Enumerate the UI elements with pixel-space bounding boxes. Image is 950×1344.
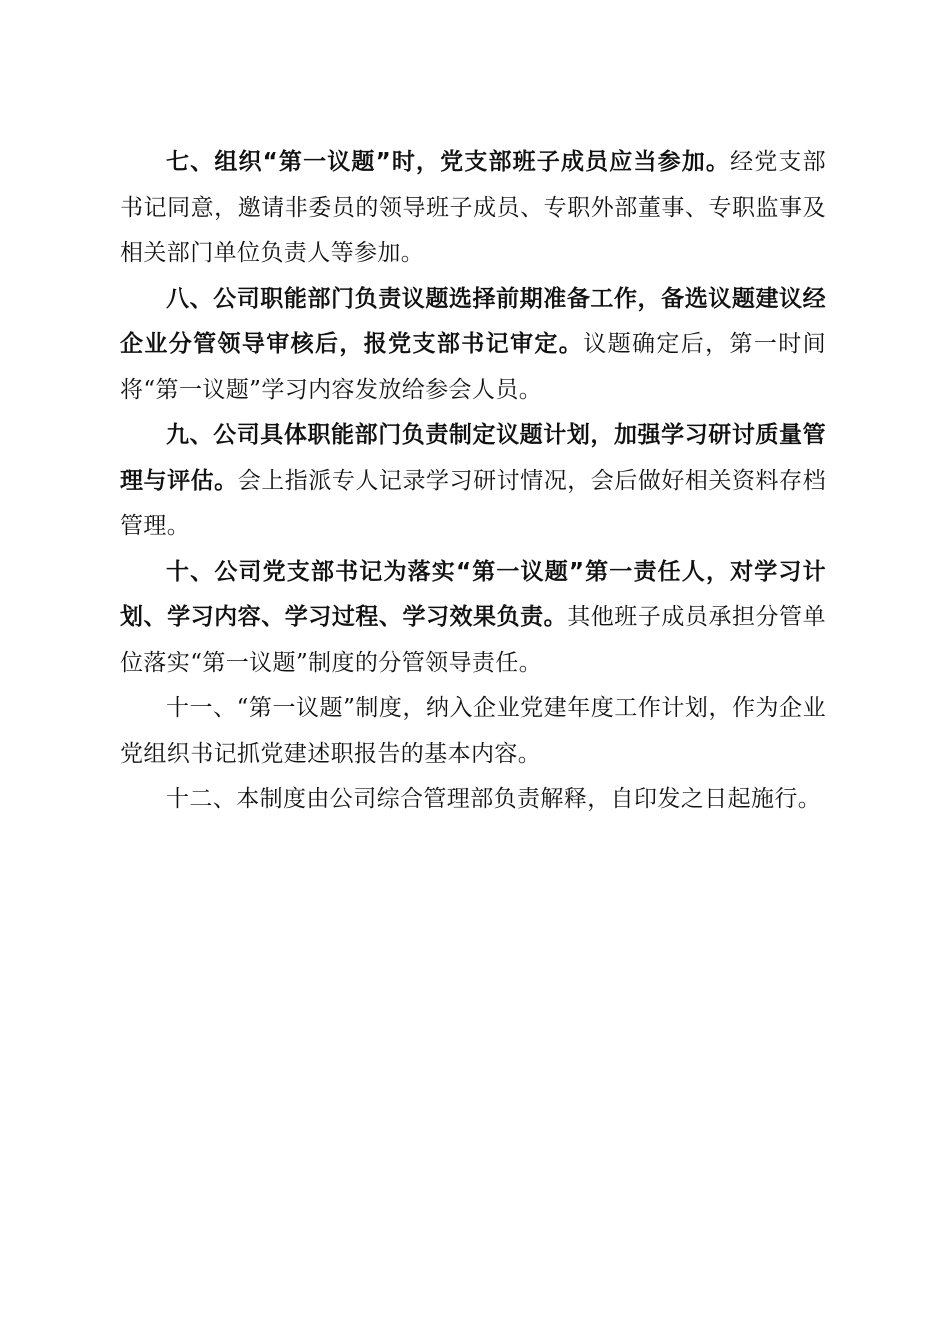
article-12 bbox=[120, 777, 826, 823]
article-12-text: 十二、本制度由公司综合管理部负责解释，自印发之日起施行。 bbox=[166, 786, 822, 812]
article-11 bbox=[120, 686, 826, 777]
article-7-text: 经党支部书记同意，邀请非委员的领导班子成员、专职外部董事、专职监事及相关部门单位负责人等参加。 bbox=[120, 149, 826, 266]
article-10-bold-text: 十、公司党支部书记为落实“第一议题”第一责任人，对学习计划、学习内容、学习过程、学习效果负责。 bbox=[120, 558, 826, 630]
article-8 bbox=[120, 277, 826, 414]
article-8-bold-text: 八、公司职能部门负责议题选择前期准备工作，备选议题建议经企业分管领导审核后，报党支部书记审定。 bbox=[120, 285, 826, 357]
article-11-text: 十一、“第一议题”制度，纳入企业党建年度工作计划，作为企业党组织书记抓党建述职报告的基本内容。 bbox=[120, 695, 826, 767]
document-body bbox=[120, 140, 826, 823]
article-7 bbox=[120, 140, 826, 277]
article-9 bbox=[120, 413, 826, 550]
article-10 bbox=[120, 550, 826, 687]
article-9-bold-text: 九、公司具体职能部门负责制定议题计划，加强学习研讨质量管理与评估。 bbox=[120, 422, 826, 494]
article-7-bold-text: 七、组织“第一议题”时，党支部班子成员应当参加。 bbox=[166, 149, 731, 175]
article-9-text: 会上指派专人记录学习研讨情况，会后做好相关资料存档管理。 bbox=[120, 467, 827, 539]
article-8-text: 议题确定后，第一时间将“第一议题”学习内容发放给参会人员。 bbox=[120, 331, 826, 403]
article-10-text: 其他班子成员承担分管单位落实“第一议题”制度的分管领导责任。 bbox=[120, 604, 826, 676]
